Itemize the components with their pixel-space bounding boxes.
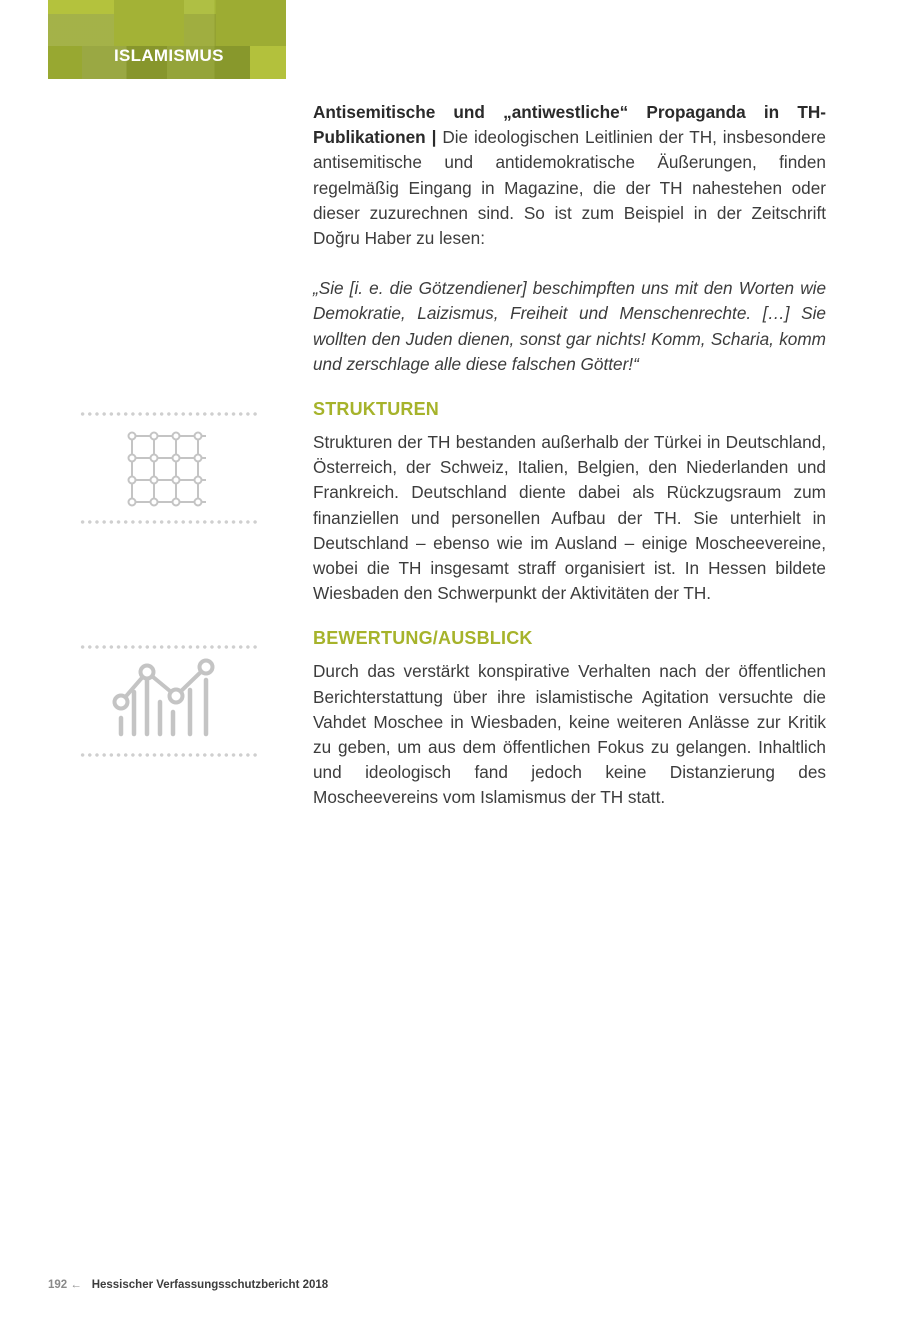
dotted-divider	[79, 412, 257, 416]
intro-text: Die ideologischen Leitlinien der TH, insbesondere antisemitische und antidemokratische Äußerungen, finden regelmäßig Eingang in Magazine, die der TH nahestehen oder dieser zuzurechnen sind. So ist zum Beispiel in der Zeitschrift Doğru Haber zu lesen:	[313, 127, 826, 249]
section-label: ISLAMISMUS	[114, 46, 224, 65]
trend-chart-icon	[79, 652, 257, 750]
heading-bewertung: BEWERTUNG/AUSBLICK	[313, 628, 533, 649]
intro-lead: Antisemitische und „antiwestliche“ Propaganda in TH-Publikationen |	[313, 102, 826, 148]
intro-paragraph	[313, 100, 826, 251]
dotted-divider	[79, 753, 257, 757]
page-footer	[48, 1279, 328, 1291]
dotted-divider	[79, 645, 257, 649]
strukturen-text: Strukturen der TH bestanden außerhalb der Türkei in Deutschland, Österreich, der Schweiz, Italien, Belgien, den Niederlanden und Frankreich. Deutschland diente dabei als Rückzugsraum zum finanziellen und personellen Aufbau der TH. Sie unterhielt in Deutschland – ebenso wie im Ausland – einige Moscheevereine, wobei die TH insgesamt straff organisiert ist. In Hessen bildete Wiesbaden den Schwerpunkt der Aktivitäten der TH.	[313, 432, 826, 604]
quote-block: „Sie [i. e. die Götzendiener] beschimpften uns mit den Worten wie Demokratie, Laizismus, Freiheit und Menschenrechte. […] Sie wollten den Juden dienen, sonst gar nichts! Komm, Scharia, komm und zerschlage alle diese falschen Götter!“	[313, 278, 826, 374]
publication-title: Hessischer Verfassungsschutzbericht 2018	[91, 1279, 329, 1291]
arrow-left-icon: ←	[70, 1279, 82, 1291]
heading-strukturen: STRUKTUREN	[313, 399, 439, 420]
grid-network-icon	[79, 418, 257, 518]
main-content	[313, 100, 826, 811]
section-banner	[48, 0, 286, 79]
dotted-divider	[79, 520, 257, 524]
page-number: 192	[48, 1279, 68, 1291]
bewertung-text: Durch das verstärkt konspirative Verhalten nach der öffentlichen Berichterstattung über ihre islamistische Agitation versuchte die Vahdet Moschee in Wiesbaden, keine weiteren Anlässe zur Kritik zu geben, um aus dem öffentlichen Fokus zu gelangen. Inhaltlich und ideologisch fand jedoch keine Distanzierung des Moscheevereins vom Islamismus der TH statt.	[313, 661, 826, 808]
